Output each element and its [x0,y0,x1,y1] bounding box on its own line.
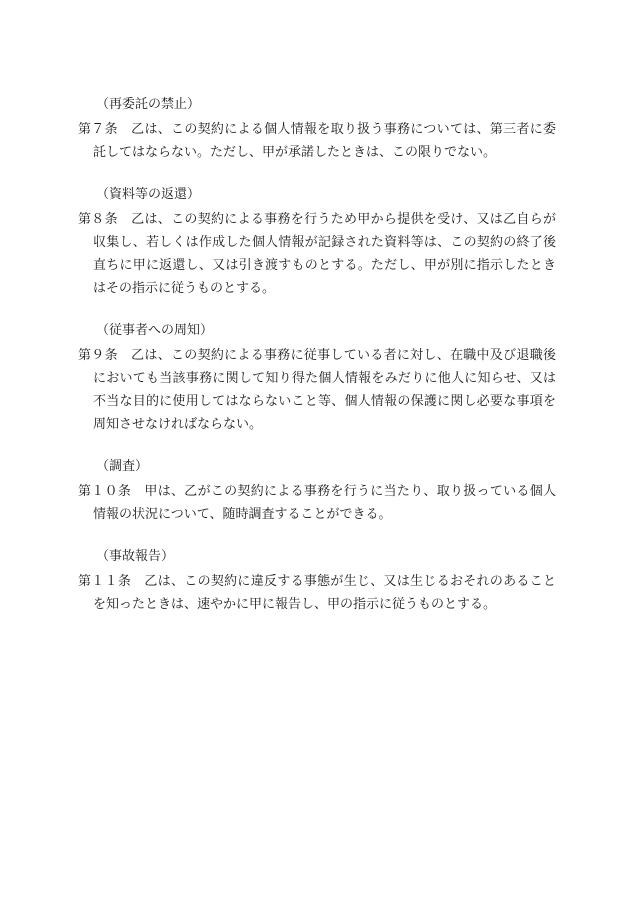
article-10-text: 第１０条 甲は、乙がこの契約による事務を行うに当たり、取り扱っている個人情報の状況について、随時調査することができる。 [78,484,556,522]
article-11-heading: （事故報告） [96,549,175,564]
article-8-text: 第８条 乙は、この契約による事務を行うため甲から提供を受け、又は乙自らが収集し、若しくは作成した個人情報が記録された資料等は、この契約の終了後直ちに甲に返還し、又は引き渡すものとする。ただし、甲が別に指示したときはその指示に従うものとする。 [78,212,556,296]
article-7-heading: （再委託の禁止） [96,97,201,112]
document-body [78,92,556,634]
article-11-text: 第１１条 乙は、この契約に違反する事態が生じ、又は生じるおそれのあることを知ったときは、速やかに甲に報告し、甲の指示に従うものとする。 [78,574,556,612]
article-9-heading: （従事者への周知） [96,323,214,338]
article-7 [78,92,556,164]
article-10-heading: （調査） [96,459,149,474]
article-8-heading: （資料等の返還） [96,187,201,202]
article-11 [78,544,556,616]
article-9 [78,318,556,436]
article-7-text: 第７条 乙は、この契約による個人情報を取り扱う事務については、第三者に委託してはならない。ただし、甲が承諾したときは、この限りでない。 [78,122,556,160]
article-8 [78,182,556,300]
article-10 [78,454,556,526]
article-9-text: 第９条 乙は、この契約による事務に従事している者に対し、在職中及び退職後においても当該事務に関して知り得た個人情報をみだりに他人に知らせ、又は不当な目的に使用してはならないこと等、個人情報の保護に関し必要な事項を周知させなければならない。 [78,348,556,432]
